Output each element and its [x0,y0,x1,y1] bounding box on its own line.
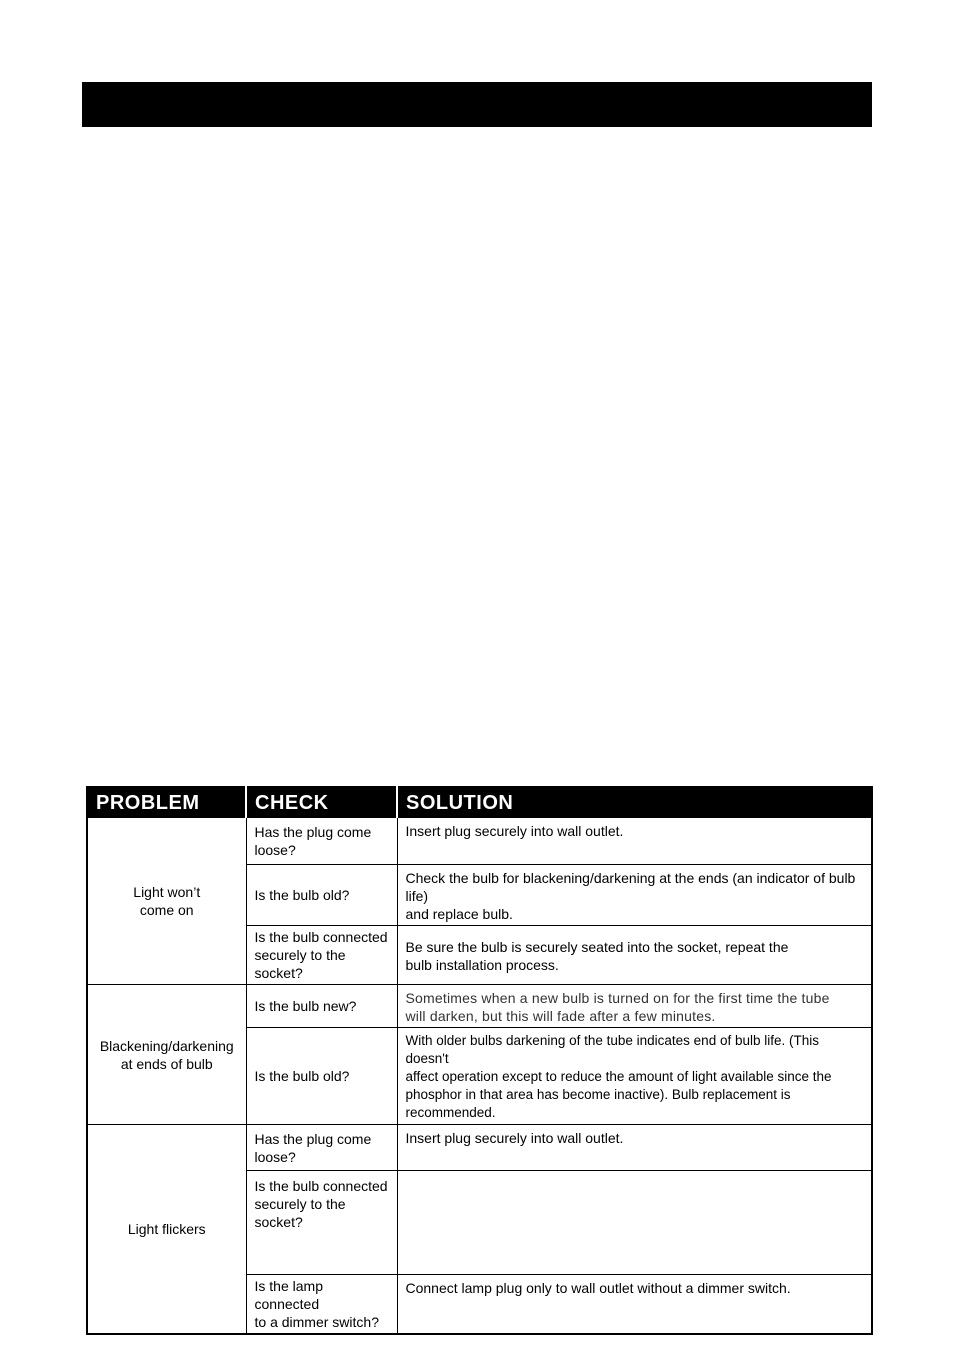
check-cell: Is the bulb old? [246,1028,397,1125]
troubleshooting-table [86,786,873,1335]
table-header-row [87,787,872,818]
problem-light-flickers: Light flickers [87,1125,246,1335]
section-title-bar [82,82,872,127]
table-row [87,985,872,1028]
solution-cell: With older bulbs darkening of the tube indicates end of bulb life. (This doesn't affect operation except to reduce the amount of light available since the phosphor in that area has become inactive). Bulb replacement is recommended. [397,1028,872,1125]
check-cell: Has the plug come loose? [246,1125,397,1171]
problem-light-wont-come-on: Light won’t come on [87,818,246,985]
check-cell: Has the plug come loose? [246,818,397,865]
solution-cell: Be sure the bulb is securely seated into the socket, repeat the bulb installation process. [397,926,872,985]
check-cell: Is the bulb old? [246,865,397,926]
solution-cell [397,1171,872,1275]
header-problem: PROBLEM [87,787,246,818]
solution-cell: Check the bulb for blackening/darkening at the ends (an indicator of bulb life) and replace bulb. [397,865,872,926]
solution-cell: Insert plug securely into wall outlet. [397,1125,872,1171]
header-solution: SOLUTION [397,787,872,818]
check-cell: Is the bulb connected securely to the socket? [246,1171,397,1275]
check-cell: Is the bulb new? [246,985,397,1028]
solution-cell: Insert plug securely into wall outlet. [397,818,872,865]
table-row [87,1125,872,1171]
table-row [87,818,872,865]
solution-cell: Connect lamp plug only to wall outlet without a dimmer switch. [397,1275,872,1335]
check-cell: Is the lamp connected to a dimmer switch? [246,1275,397,1335]
check-cell: Is the bulb connected securely to the socket? [246,926,397,985]
solution-cell: Sometimes when a new bulb is turned on for the first time the tube will darken, but this will fade after a few minutes. [397,985,872,1028]
header-check: CHECK [246,787,397,818]
problem-blackening: Blackening/darkening at ends of bulb [87,985,246,1125]
